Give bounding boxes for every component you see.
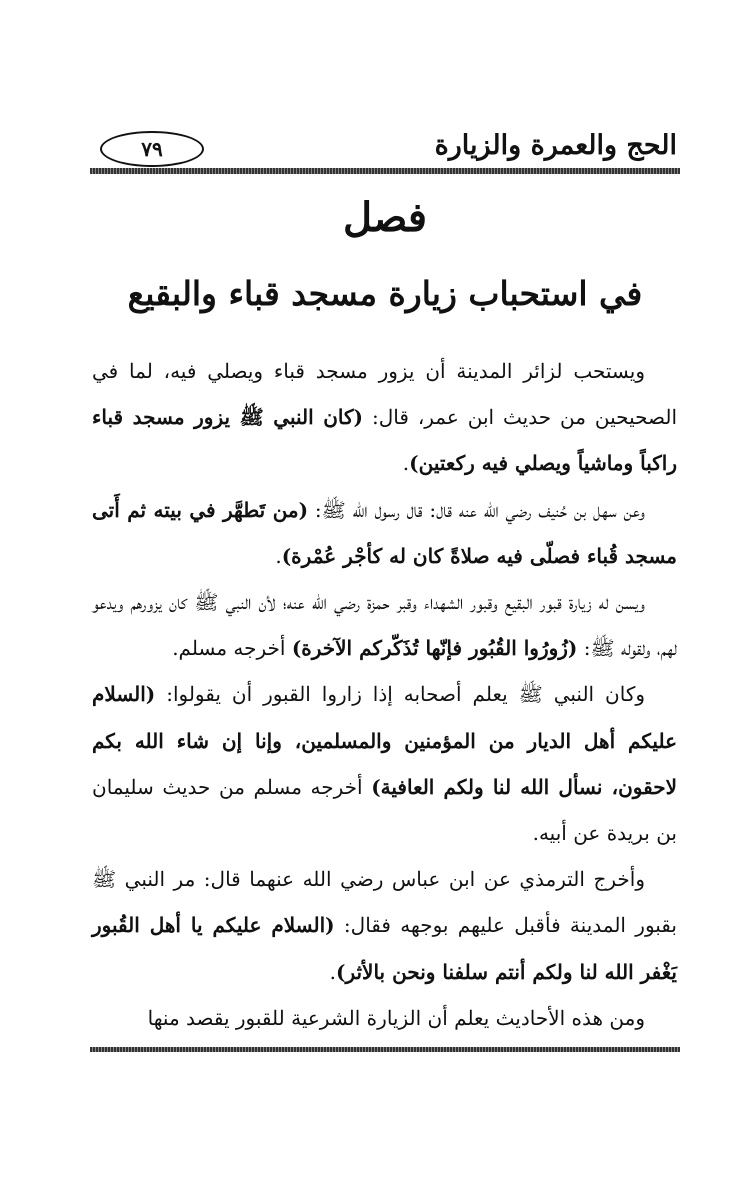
body-text bbox=[92, 348, 677, 1041]
paragraph-4-text: وكان النبي ﷺ يعلم أصحابه إذا زاروا القبور أن يقولوا: bbox=[155, 682, 645, 707]
paragraph-1-tail: . bbox=[402, 451, 410, 476]
running-title: الحج والعمرة والزيارة bbox=[434, 130, 677, 161]
paragraph-5-quote: (السلام عليكم يا أهل القُبور يَغْفر الله لنا ولكم أنتم سلفنا ونحن بالأثر) bbox=[92, 913, 677, 984]
paragraph-3-quote: (زُورُوا القُبُور فإنّها تُذَكّركم الآخرة) bbox=[291, 636, 578, 661]
page-number-frame bbox=[100, 131, 204, 167]
section-subtitle: في استحباب زيارة مسجد قباء والبقيع bbox=[127, 274, 643, 313]
paragraph-5-text: وأخرج الترمذي عن ابن عباس رضي الله عنهما قال: مر النبي ﷺ بقبور المدينة فأقبل عليهم بوجهه فقال: bbox=[92, 867, 677, 938]
paragraph-3-text: ويسن له زيارة قبور البقيع وقبور الشهداء وقبر حمزة رضي الله عنه؛ لأن النبي ﷺ كان يزورهم ويدعو لهم، ولقوله ﷺ: bbox=[92, 590, 677, 661]
paragraph-1 bbox=[92, 348, 677, 487]
header-rule bbox=[90, 168, 680, 174]
paragraph-3-tail: أخرجه مسلم. bbox=[172, 636, 292, 661]
paragraph-6 bbox=[92, 995, 677, 1041]
paragraph-4 bbox=[92, 671, 677, 856]
paragraph-4-tail: أخرجه مسلم من حديث سليمان بن بريدة عن أبيه. bbox=[92, 774, 677, 846]
paragraph-4-quote: (السلام عليكم أهل الديار من المؤمنين والمسلمين، وإنا إن شاء الله بكم لاحقون، نسأل الله لنا ولكم العافية) bbox=[92, 682, 677, 799]
paragraph-2-quote: (من تَطهَّر في بيته ثم أَتى مسجد قُباء فصلّى فيه صلاةً كان له كأجْر عُمْرة) bbox=[92, 497, 677, 568]
paragraph-3 bbox=[92, 579, 677, 671]
paragraph-5-tail: . bbox=[329, 959, 336, 984]
page-header bbox=[92, 128, 677, 168]
page-number: ٧٩ bbox=[141, 137, 163, 161]
paragraph-2 bbox=[92, 487, 677, 579]
paragraph-5 bbox=[92, 856, 677, 995]
footer-rule bbox=[90, 1047, 680, 1052]
paragraph-1-text: ويستحب لزائر المدينة أن يزور مسجد قباء ويصلي فيه، لما في الصحيحين من حديث ابن عمر، قال: bbox=[92, 359, 678, 430]
paragraph-2-text: وعن سهل بن حُنيف رضي الله عنه قال: قال رسول الله ﷺ: bbox=[308, 497, 645, 522]
paragraph-1-quote: (كان النبي ﷺ يزور مسجد قباء راكباً وماشياً ويصلي فيه ركعتين) bbox=[92, 405, 677, 476]
paragraph-6-text: ومن هذه الأحاديث يعلم أن الزيارة الشرعية للقبور يقصد منها bbox=[147, 1005, 645, 1030]
section-title: فصل bbox=[342, 194, 428, 241]
paragraph-2-tail: . bbox=[275, 543, 282, 568]
